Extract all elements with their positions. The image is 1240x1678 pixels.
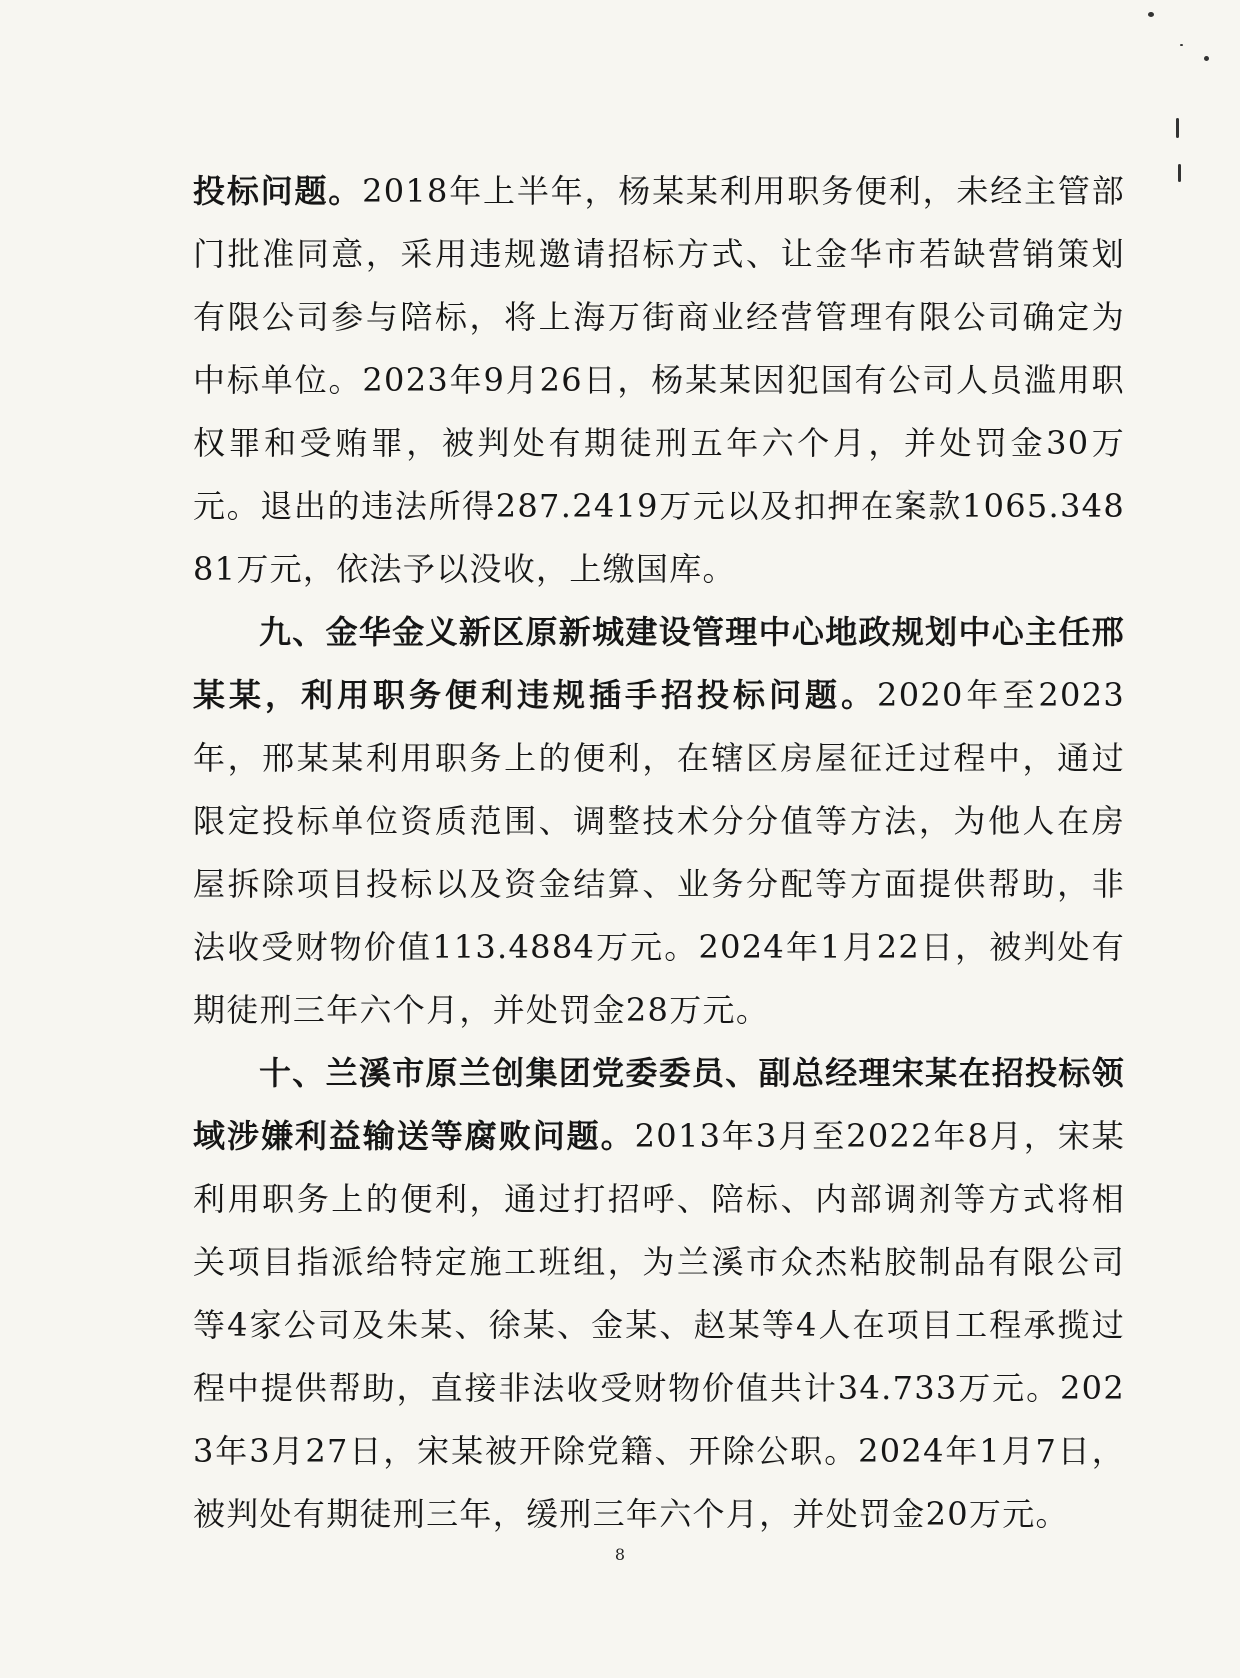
scan-speck <box>1176 118 1179 138</box>
paragraph-10 <box>193 1042 1125 1546</box>
scan-speck <box>1180 44 1183 46</box>
scan-speck <box>1148 12 1154 17</box>
scan-speck <box>1204 56 1209 61</box>
document-body <box>193 160 1125 1546</box>
paragraph-lead: 十、兰溪市原兰创集团党委委员、副总经理宋某在招投标领域涉嫌利益输送等腐败问题。 <box>193 1054 1125 1155</box>
paragraph-body: 2013年3月至2022年8月，宋某利用职务上的便利，通过打招呼、陪标、内部调剂等方式将相关项目指派给特定施工班组，为兰溪市众杰粘胶制品有限公司等4家公司及朱某、徐某、金某、赵某等4人在项目工程承揽过程中提供帮助，直接非法收受财物价值共计34.733万元。2023年3月27日，宋某被开除党籍、开除公职。2024年1月7日，被判处有期徒刑三年，缓刑三年六个月，并处罚金20万元。 <box>193 1117 1125 1533</box>
scan-speck <box>1178 164 1181 182</box>
paragraph-9 <box>193 601 1125 1042</box>
paragraph-body: 2018年上半年，杨某某利用职务便利，未经主管部门批准同意，采用违规邀请招标方式、让金华市若缺营销策划有限公司参与陪标，将上海万街商业经营管理有限公司确定为中标单位。2023年9月26日，杨某某因犯国有公司人员滥用职权罪和受贿罪，被判处有期徒刑五年六个月，并处罚金30万元。退出的违法所得287.2419万元以及扣押在案款1065.34881万元，依法予以没收，上缴国库。 <box>193 172 1125 588</box>
paragraph-body: 2020年至2023年，邢某某利用职务上的便利，在辖区房屋征迁过程中，通过限定投标单位资质范围、调整技术分分值等方法，为他人在房屋拆除项目投标以及资金结算、业务分配等方面提供帮助，非法收受财物价值113.4884万元。2024年1月22日，被判处有期徒刑三年六个月，并处罚金28万元。 <box>193 676 1126 1029</box>
paragraph-lead: 投标问题。 <box>193 172 363 210</box>
paragraph-lead: 九、金华金义新区原新城建设管理中心地政规划中心主任邢某某，利用职务便利违规插手招投标问题。 <box>193 613 1125 714</box>
page-number: 8 <box>614 1545 626 1564</box>
paragraph-8-continued <box>193 160 1125 601</box>
